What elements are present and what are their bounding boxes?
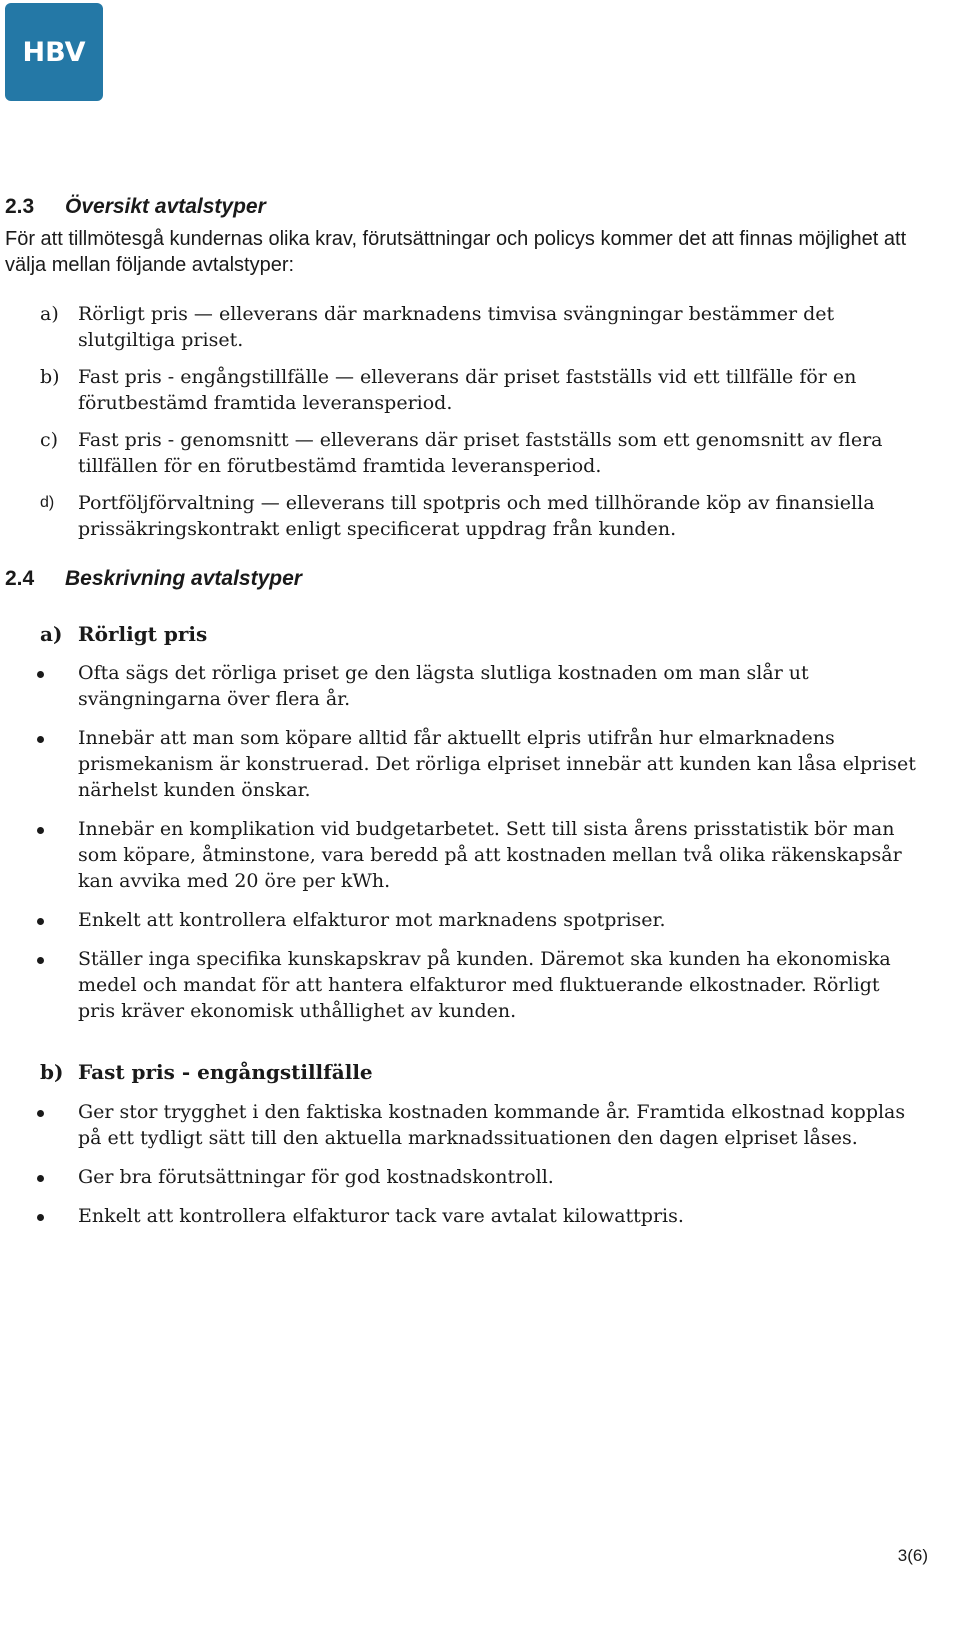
company-logo [5,3,103,101]
list-marker: b) [40,366,60,388]
bullet-icon [37,671,44,678]
logo-text: HBV [22,36,86,68]
list-marker: a) [40,303,59,325]
bullet-item [40,907,920,933]
list-item-text: Fast pris - genomsnitt — elleverans där priset fastställs som ett genomsnitt av flera tillfällen för en förutbestämd framtida leveransperiod. [78,429,883,477]
list-marker: c) [40,429,59,451]
bullet-item [40,725,920,803]
bullet-text: Enkelt att kontrollera elfakturor tack vare avtalat kilowattpris. [78,1205,684,1227]
rorligt-pris-bullets [40,660,920,1037]
bullet-icon [37,827,44,834]
bullet-item [40,660,920,712]
bullet-icon [37,1214,44,1221]
list-item [40,490,910,542]
bullet-item [40,1164,925,1190]
bullet-text: Ställer inga specifika kunskapskrav på kunden. Däremot ska kunden ha ekonomiska medel och mandat för att hantera elfakturor med fluktuerande elkostnader. Rörligt pris kräver ekonomisk uthållighet av kunden. [78,948,891,1022]
bullet-icon [37,736,44,743]
page-number: 3(6) [897,1546,928,1565]
list-item-text: Portföljförvaltning — elleverans till spotpris och med tillhörande köp av finansiella prissäkringskontrakt enligt specificerat uppdrag från kunden. [78,492,875,540]
bullet-icon [37,1110,44,1117]
bullet-icon [37,918,44,925]
bullet-text: Ofta sägs det rörliga priset ge den lägsta slutliga kostnaden om man slår ut svängningarna över flera år. [78,662,809,710]
subheading-letter: a) [40,622,63,646]
subheading-rorligt-pris [40,621,207,647]
bullet-text: Ger stor trygghet i den faktiska kostnaden kommande år. Framtida elkostnad kopplas på ett tydligt sätt till den aktuella marknadssituationen den dagen elpriset låses. [78,1101,906,1149]
bullet-text: Ger bra förutsättningar för god kostnadskontroll. [78,1166,554,1188]
subheading-title: Fast pris - engångstillfälle [78,1060,373,1084]
fast-pris-bullets [40,1099,925,1242]
bullet-text: Enkelt att kontrollera elfakturor mot marknadens spotpriser. [78,909,666,931]
subheading-title: Rörligt pris [78,622,208,646]
list-marker: d) [40,494,55,511]
bullet-item [40,1203,925,1229]
bullet-text: Innebär en komplikation vid budgetarbetet. Sett till sista årens prisstatistik bör man som köpare, åtminstone, vara beredd på att kostnaden mellan två olika räkenskapsår kan avvika med 20 öre per kWh. [78,818,902,892]
list-item [40,364,910,416]
section-title: Beskrivning avtalstyper [65,567,302,590]
bullet-text: Innebär att man som köpare alltid får aktuellt elpris utifrån hur elmarknadens prismekanism är konstruerad. Det rörliga elpriset innebär att kunden kan låsa elpriset närhelst kunden önskar. [78,727,916,801]
section-intro: För att tillmötesgå kundernas olika krav, förutsättningar och policys kommer det att finnas möjlighet att välja mellan följande avtalstyper: [5,228,907,276]
bullet-item [40,1099,925,1151]
list-item-text: Fast pris - engångstillfälle — elleverans där priset fastställs vid ett tillfälle för en förutbestämd framtida leveransperiod. [78,366,857,414]
section-heading-2-4 [5,566,302,592]
section-number: 2.4 [5,567,35,590]
bullet-item [40,816,920,894]
subheading-letter: b) [40,1060,64,1084]
section-number: 2.3 [5,195,35,218]
bullet-item [40,946,920,1024]
subheading-fast-pris-engangstillfalle [40,1059,373,1085]
bullet-icon [37,957,44,964]
section-heading-2-3 [5,194,266,220]
agreement-types-list [40,301,910,553]
bullet-icon [37,1175,44,1182]
list-item-text: Rörligt pris — elleverans där marknadens timvisa svängningar bestämmer det slutgiltiga priset. [78,303,835,351]
section-title: Översikt avtalstyper [65,195,266,218]
list-item [40,427,910,479]
list-item [40,301,910,353]
